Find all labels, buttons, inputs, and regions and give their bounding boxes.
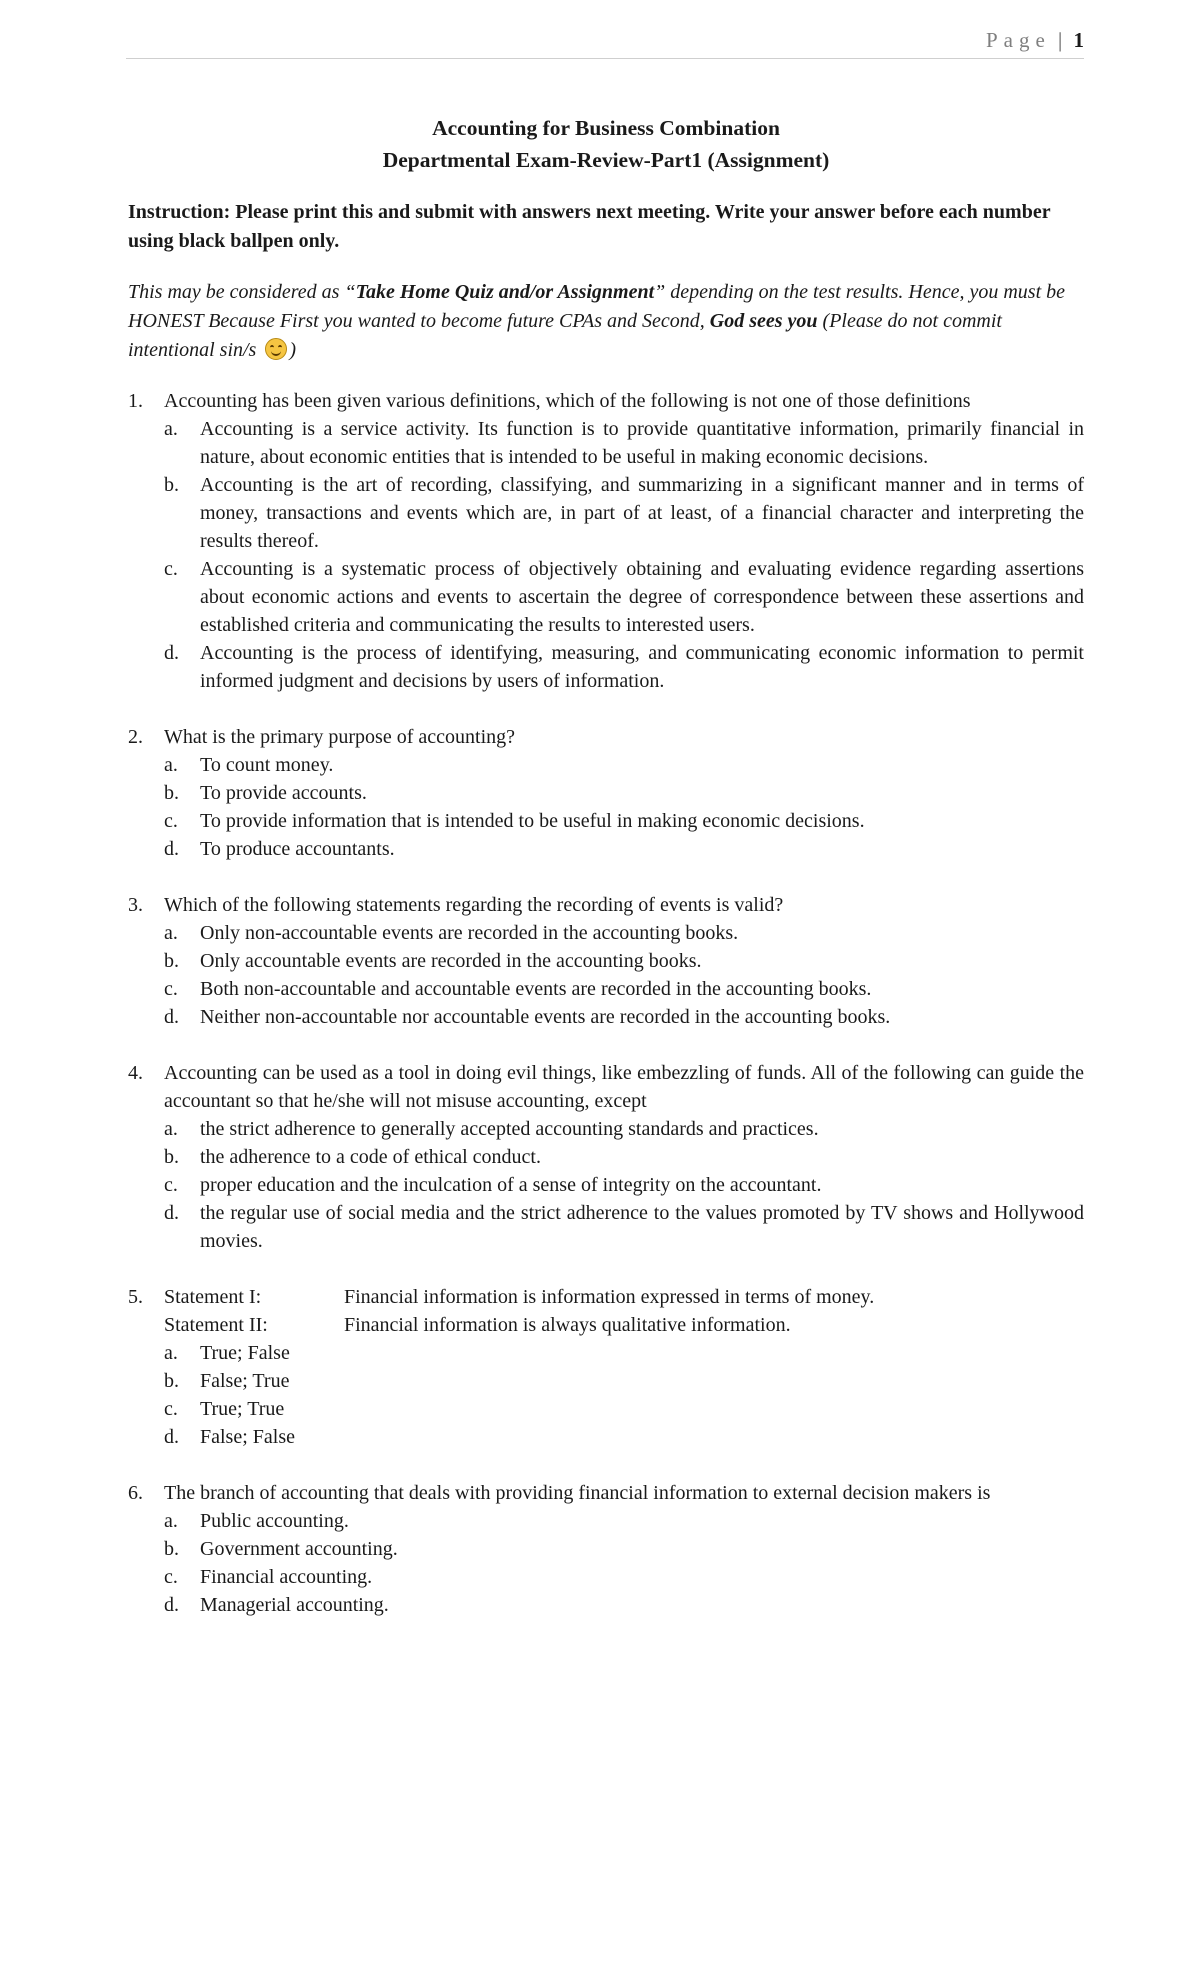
page-label: Page: [985, 28, 1051, 52]
option-b: [164, 1143, 1084, 1171]
question-1: [128, 387, 1084, 695]
option-letter: c.: [164, 978, 178, 1000]
question-number: 1.: [128, 390, 143, 412]
statement-label: Statement II:: [164, 1314, 268, 1336]
option-text: Accounting is the process of identifying, measuring, and communicating economic information to permit informed judgment and decisions by users of information.: [200, 642, 1084, 692]
option-letter: b.: [164, 1370, 179, 1392]
option-text: False; False: [200, 1426, 295, 1448]
option-letter: c.: [164, 558, 178, 580]
option-b: [164, 1367, 1084, 1395]
option-a: [164, 1339, 1084, 1367]
option-c: [164, 555, 1084, 639]
option-text: To provide accounts.: [200, 782, 367, 804]
option-letter: a.: [164, 922, 178, 944]
option-text: the strict adherence to generally accepted accounting standards and practices.: [200, 1118, 819, 1140]
question-number: 2.: [128, 726, 143, 748]
honesty-note: [128, 278, 1084, 365]
option-b: [164, 471, 1084, 555]
option-text: Only accountable events are recorded in the accounting books.: [200, 950, 702, 972]
option-c: [164, 975, 1084, 1003]
option-text: To produce accountants.: [200, 838, 395, 860]
note-part-2: ” depending on the test results. Hence, you must be HONEST Because First you wanted to become future CPAs and Second,: [128, 281, 1066, 332]
option-letter: c.: [164, 810, 178, 832]
title-line-1: Accounting for Business Combination: [432, 116, 780, 140]
statement-block: [164, 1283, 1084, 1339]
question-6: [128, 1479, 1084, 1619]
question-text: The branch of accounting that deals with providing financial information to external decision makers is: [164, 1482, 991, 1504]
option-letter: b.: [164, 1538, 179, 1560]
statement-label: Statement I:: [164, 1286, 262, 1308]
option-letter: c.: [164, 1566, 178, 1588]
option-list: [164, 1115, 1084, 1255]
option-text: Managerial accounting.: [200, 1594, 389, 1616]
statement-2: [164, 1311, 1084, 1339]
option-letter: d.: [164, 1594, 179, 1616]
option-c: [164, 807, 1084, 835]
option-letter: d.: [164, 1006, 179, 1028]
option-letter: d.: [164, 1426, 179, 1448]
option-letter: a.: [164, 418, 178, 440]
option-d: [164, 1591, 1084, 1619]
option-a: [164, 1507, 1084, 1535]
option-text: False; True: [200, 1370, 290, 1392]
option-letter: c.: [164, 1174, 178, 1196]
question-2: [128, 723, 1084, 863]
option-b: [164, 779, 1084, 807]
question-text: What is the primary purpose of accounting?: [164, 726, 515, 748]
option-text: True; True: [200, 1398, 285, 1420]
option-text: the regular use of social media and the strict adherence to the values promoted by TV shows and Hollywood movies.: [200, 1202, 1084, 1252]
page-header: [126, 28, 1084, 59]
option-a: [164, 919, 1084, 947]
document-title: [128, 112, 1084, 176]
option-letter: b.: [164, 474, 179, 496]
instruction-text: Instruction: Please print this and submit with answers next meeting. Write your answer before each number using black ballpen only.: [128, 201, 1051, 252]
header-separator: |: [1058, 28, 1063, 52]
statement-1: [164, 1283, 1084, 1311]
option-text: Government accounting.: [200, 1538, 398, 1560]
page-number: 1: [1073, 28, 1084, 52]
option-c: [164, 1395, 1084, 1423]
question-number: 3.: [128, 894, 143, 916]
option-text: To count money.: [200, 754, 334, 776]
title-line-2: Departmental Exam-Review-Part1 (Assignment): [382, 148, 830, 172]
smiley-face-icon: [265, 338, 287, 360]
option-letter: c.: [164, 1398, 178, 1420]
question-text: Accounting can be used as a tool in doing evil things, like embezzling of funds. All of the following can guide the accountant so that he/she will not misuse accounting, except: [164, 1062, 1084, 1112]
option-b: [164, 1535, 1084, 1563]
option-b: [164, 947, 1084, 975]
question-5: [128, 1283, 1084, 1451]
option-text: True; False: [200, 1342, 290, 1364]
option-letter: b.: [164, 782, 179, 804]
option-a: [164, 415, 1084, 471]
option-text: Accounting is a service activity. Its function is to provide quantitative information, primarily financial in nature, about economic entities that is intended to be useful in making economic decisions.: [200, 418, 1084, 468]
statement-text: Financial information is information expressed in terms of money.: [344, 1286, 875, 1308]
question-number: 5.: [128, 1286, 143, 1308]
option-list: [164, 919, 1084, 1031]
question-number: 4.: [128, 1062, 143, 1084]
option-text: Accounting is the art of recording, classifying, and summarizing in a significant manner and in terms of money, transactions and events which are, in part of at least, of a financial character and interpreting the results thereof.: [200, 474, 1084, 552]
option-c: [164, 1563, 1084, 1591]
option-text: Public accounting.: [200, 1510, 349, 1532]
option-letter: d.: [164, 642, 179, 664]
question-3: [128, 891, 1084, 1031]
option-letter: a.: [164, 1342, 178, 1364]
option-text: Accounting is a systematic process of objectively obtaining and evaluating evidence regarding assertions about economic actions and events to ascertain the degree of correspondence between these assertions and established criteria and communicating the results to interested users.: [200, 558, 1084, 636]
option-list: [164, 415, 1084, 695]
option-d: [164, 1003, 1084, 1031]
option-text: proper education and the inculcation of a sense of integrity on the accountant.: [200, 1174, 822, 1196]
note-bold-2: God sees you: [709, 310, 818, 332]
option-text: To provide information that is intended to be useful in making economic decisions.: [200, 810, 865, 832]
note-part-3: (Please do not commit intentional sin/s: [128, 310, 1002, 361]
option-a: [164, 1115, 1084, 1143]
note-bold-1: Take Home Quiz and/or Assignment: [355, 281, 655, 303]
option-list: [164, 751, 1084, 863]
option-letter: a.: [164, 1118, 178, 1140]
option-d: [164, 835, 1084, 863]
question-list: [128, 387, 1084, 1619]
note-part-4: ): [289, 339, 297, 361]
option-letter: d.: [164, 1202, 179, 1224]
option-d: [164, 1423, 1084, 1451]
option-d: [164, 639, 1084, 695]
option-letter: b.: [164, 950, 179, 972]
option-d: [164, 1199, 1084, 1255]
question-number: 6.: [128, 1482, 143, 1504]
statement-text: Financial information is always qualitative information.: [344, 1314, 791, 1336]
option-letter: a.: [164, 754, 178, 776]
question-text: Which of the following statements regarding the recording of events is valid?: [164, 894, 784, 916]
option-text: Only non-accountable events are recorded in the accounting books.: [200, 922, 739, 944]
option-text: the adherence to a code of ethical conduct.: [200, 1146, 541, 1168]
option-text: Both non-accountable and accountable events are recorded in the accounting books.: [200, 978, 872, 1000]
option-a: [164, 751, 1084, 779]
option-text: Financial accounting.: [200, 1566, 373, 1588]
option-list: [164, 1507, 1084, 1619]
option-list: [164, 1339, 1084, 1451]
option-letter: a.: [164, 1510, 178, 1532]
document-body: [128, 112, 1084, 1647]
note-part-1: This may be considered as “: [128, 281, 356, 303]
option-c: [164, 1171, 1084, 1199]
option-letter: d.: [164, 838, 179, 860]
question-4: [128, 1059, 1084, 1255]
option-letter: b.: [164, 1146, 179, 1168]
question-text: Accounting has been given various definitions, which of the following is not one of those definitions: [164, 390, 971, 412]
option-text: Neither non-accountable nor accountable events are recorded in the accounting books.: [200, 1006, 891, 1028]
